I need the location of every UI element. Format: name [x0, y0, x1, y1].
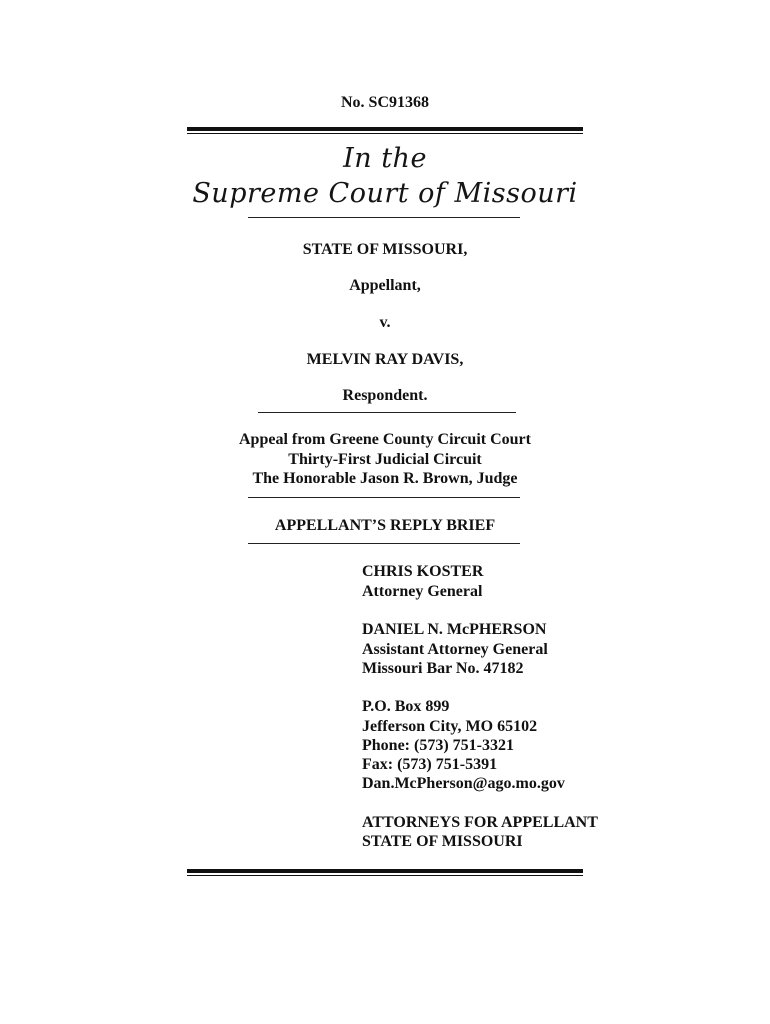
appeal-circuit: Thirty-First Judicial Circuit: [288, 451, 482, 468]
fax-number: Fax: (573) 751-5391: [362, 756, 498, 773]
bar-number: Missouri Bar No. 47182: [362, 660, 524, 677]
respondent-role: Respondent.: [342, 387, 428, 404]
attorney-general-title: Attorney General: [362, 583, 483, 600]
appellant-name: STATE OF MISSOURI,: [302, 241, 468, 258]
attorney-general-name: CHRIS KOSTER: [362, 563, 484, 580]
appellant-role: Appellant,: [349, 277, 421, 294]
case-number: No. SC91368: [340, 94, 429, 111]
court-caption-line2: Supreme Court of Missouri: [192, 178, 578, 209]
top-double-rule: [187, 127, 583, 133]
appeal-judge: The Honorable Jason R. Brown, Judge: [252, 470, 518, 487]
attorneys-for-line2: STATE OF MISSOURI: [362, 833, 523, 850]
appeal-court: Appeal from Greene County Circuit Court: [239, 431, 531, 448]
city-state-zip: Jefferson City, MO 65102: [362, 718, 538, 735]
court-caption-line1: In the: [343, 143, 427, 174]
email-address: Dan.McPherson@ago.mo.gov: [362, 775, 565, 792]
title-divider: [248, 543, 520, 544]
parties-divider: [258, 412, 516, 413]
po-box: P.O. Box 899: [362, 698, 450, 715]
bottom-double-rule: [187, 869, 583, 875]
respondent-name: MELVIN RAY DAVIS,: [306, 351, 464, 368]
caption-divider: [248, 217, 520, 218]
attorneys-for-line1: ATTORNEYS FOR APPELLANT: [362, 814, 598, 831]
appeal-divider: [248, 497, 520, 498]
assistant-attorney-title: Assistant Attorney General: [362, 641, 548, 658]
brief-title: APPELLANT’S REPLY BRIEF: [274, 517, 496, 534]
versus-label: v.: [379, 314, 391, 331]
assistant-attorney-name: DANIEL N. McPHERSON: [362, 621, 547, 638]
phone-number: Phone: (573) 751-3321: [362, 737, 514, 754]
